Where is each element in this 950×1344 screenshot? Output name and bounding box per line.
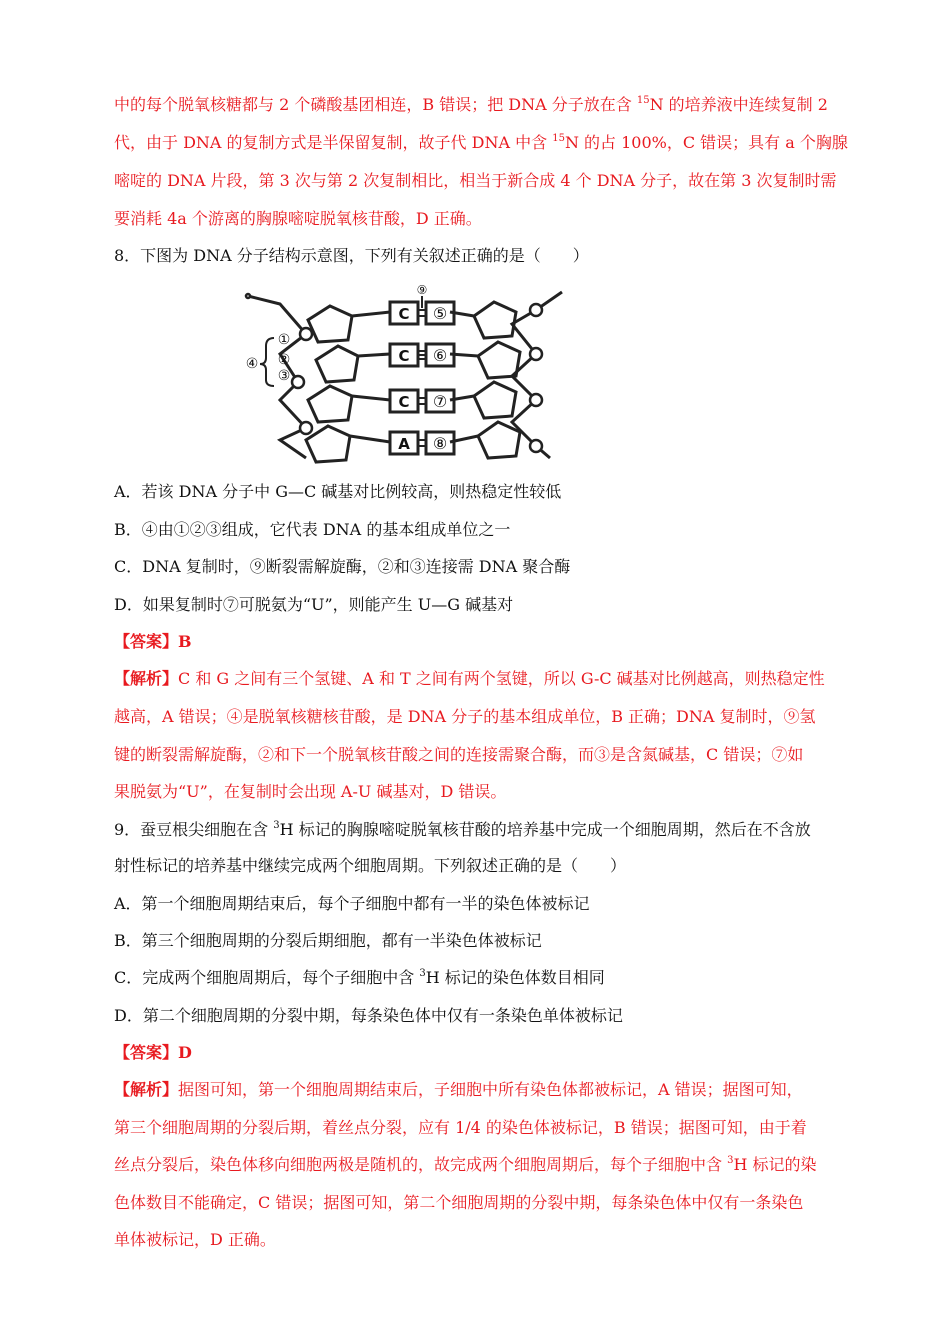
base-label-4: A xyxy=(398,435,410,453)
label-3: ③ xyxy=(277,368,291,384)
q9-option-d: D．第二个细胞周期的分裂中期，每条染色体中仅有一条染色单体被标记 xyxy=(114,1006,623,1025)
q9-analysis-line-3: 丝点分裂后，染色体移向细胞两极是随机的，故完成两个细胞周期后，每个子细胞中含 $^3$H 标记的染 xyxy=(114,1154,817,1174)
label-7: ⑦ xyxy=(432,392,448,411)
deoxyribose-left-3-icon xyxy=(308,386,352,422)
base-label-1: C xyxy=(398,305,410,323)
q8-option-d: D．如果复制时⑦可脱氨为“U”，则能产生 U—G 碱基对 xyxy=(114,595,514,614)
deoxyribose-left-2-icon xyxy=(316,346,358,382)
label-1: ① xyxy=(277,332,291,348)
q8-analysis-line-2: 越高，A 错误；④是脱氧核糖核苷酸，是 DNA 分子的基本组成单位，B 正确；DNA 复制时，⑨氢 xyxy=(114,707,816,726)
q9-analysis-line-2: 第三个细胞周期的分裂后期，着丝点分裂，应有 1/4 的染色体被标记，B 错误；据图可知，由于着 xyxy=(114,1118,807,1137)
deoxyribose-right-1-icon xyxy=(474,302,516,338)
label-2: ② xyxy=(277,352,291,368)
q8-option-c: C．DNA 复制时，⑨断裂需解旋酶，②和③连接需 DNA 聚合酶 xyxy=(114,557,571,576)
q9-analysis-line-4: 色体数目不能确定，C 错误；据图可知，第二个细胞周期的分裂中期，每条染色体中仅有一条染色 xyxy=(114,1193,804,1212)
q8-stem: 8．下图为 DNA 分子结构示意图，下列有关叙述正确的是（ ） xyxy=(114,246,589,265)
deoxyribose-left-4-icon xyxy=(306,426,350,462)
base-label-3: C xyxy=(398,393,410,411)
q8-analysis-line-4: 果脱氨为“U”，在复制时会出现 A-U 碱基对，D 错误。 xyxy=(114,782,507,801)
prev-analysis-line-3: 嘧啶的 DNA 片段，第 3 次与第 2 次复制相比，相当于新合成 4 个 DNA 分子，故在第 3 次复制时需 xyxy=(114,171,837,190)
q8-analysis-line-3: 键的断裂需解旋酶，②和下一个脱氧核苷酸之间的连接需聚合酶，而③是含氮碱基，C 错误；⑦如 xyxy=(114,745,804,764)
q9-option-b: B．第三个细胞周期的分裂后期细胞，都有一半染色体被标记 xyxy=(114,931,542,950)
prev-analysis-line-2: 代，由于 DNA 的复制方式是半保留复制，故子代 DNA 中含 $^{15}$N 的占 100%，C 错误；具有 a 个胸腺 xyxy=(114,132,848,152)
deoxyribose-right-4-icon xyxy=(478,422,520,458)
label-8: ⑧ xyxy=(432,434,448,453)
label-4: ④ xyxy=(245,356,259,372)
q9-analysis-line-5: 单体被标记，D 正确。 xyxy=(114,1230,276,1249)
q8-option-a: A．若该 DNA 分子中 G—C 碱基对比例较高，则热稳定性较低 xyxy=(114,482,562,501)
q9-stem-line-1: 9．蚕豆根尖细胞在含 $^3$H 标记的胸腺嘧啶脱氧核苷酸的培养基中完成一个细胞周期，然后在不含放 xyxy=(114,819,811,839)
q8-analysis-line-1: 【解析】C 和 G 之间有三个氢键、A 和 T 之间有两个氢键，所以 G-C 碱基对比例越高，则热稳定性 xyxy=(114,669,825,688)
q8-option-b: B．④由①②③组成，它代表 DNA 的基本组成单位之一 xyxy=(114,520,511,539)
q9-stem-line-2: 射性标记的培养基中继续完成两个细胞周期。下列叙述正确的是（ ） xyxy=(114,856,627,875)
q9-option-c: C．完成两个细胞周期后，每个子细胞中含 $^3$H 标记的染色体数目相同 xyxy=(114,967,605,987)
prev-analysis-line-1: 中的每个脱氧核糖都与 2 个磷酸基团相连，B 错误；把 DNA 分子放在含 $^{15}$N 的培养液中连续复制 2 xyxy=(114,94,828,114)
dna-structure-diagram xyxy=(240,282,570,470)
label-6: ⑥ xyxy=(432,346,448,365)
q9-answer: 【答案】D xyxy=(114,1043,192,1062)
q9-option-a: A．第一个细胞周期结束后，每个子细胞中都有一半的染色体被标记 xyxy=(114,894,590,913)
prev-analysis-line-4: 要消耗 4a 个游离的胸腺嘧啶脱氧核苷酸，D 正确。 xyxy=(114,209,482,228)
label-5: ⑤ xyxy=(432,304,448,323)
base-label-2: C xyxy=(398,347,410,365)
deoxyribose-left-1-icon xyxy=(308,306,352,342)
deoxyribose-right-3-icon xyxy=(474,382,516,418)
label-9: ⑨ xyxy=(416,283,428,297)
q9-analysis-line-1: 【解析】据图可知，第一个细胞周期结束后，子细胞中所有染色体都被标记，A 错误；据图可知， xyxy=(114,1080,803,1099)
q8-answer: 【答案】B xyxy=(114,632,192,651)
